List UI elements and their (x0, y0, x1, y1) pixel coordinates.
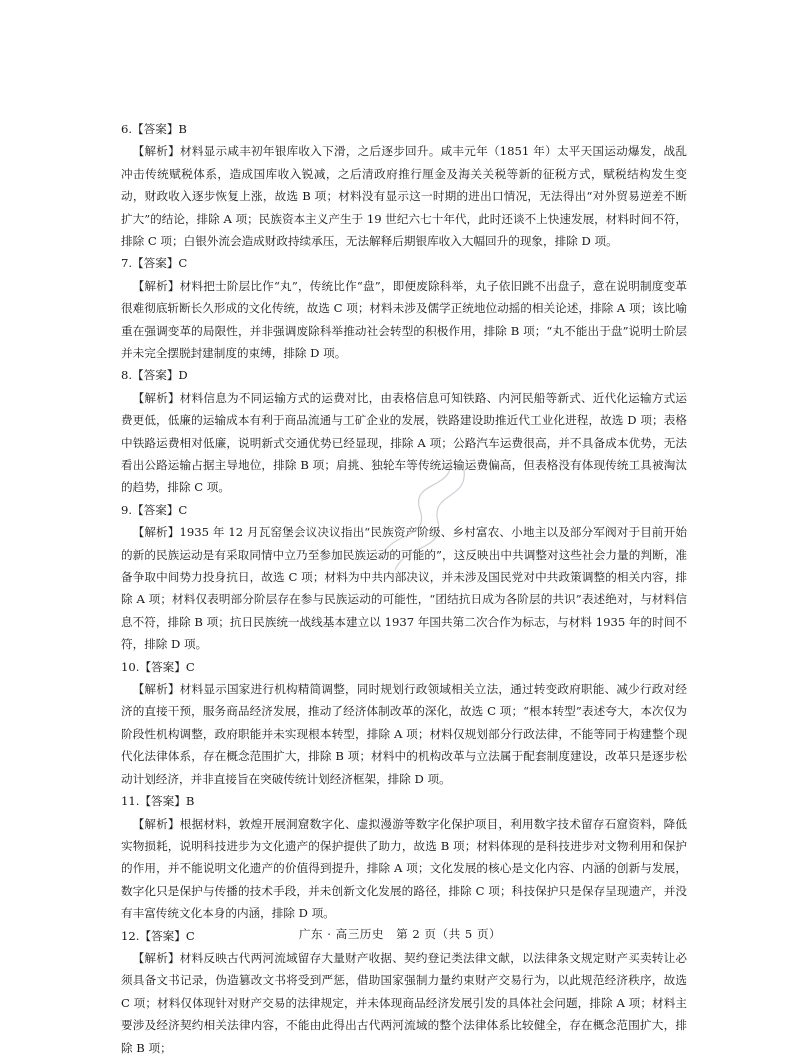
answer-line: 10.【答案】C (121, 659, 195, 674)
analysis-paragraph: 【解析】1935 年 12 月瓦窑堡会议决议指出“民族资产阶级、乡村富农、小地主以及部分军阀对于目前开始的新的民族运动是有采取同情中立乃至参加民族运动的可能的”，这反映出中共调整对这些社会力量的判断，准备争取中间势力投身抗日，故选 C 项；材料为中共内部决议，并未涉及国民党对中共政策调整的相关内容，排除 A 项；材料仅表明部分阶层存在参与民族运动的可能性，“团结抗日成为各阶层的共识”表述绝对，与材料信息不符，排除 B 项；抗日民族统一战线基本建立以 1937 年国共第二次合作为标志，与材料 1935 年的时间不符，排除 D 项。 (121, 525, 687, 652)
analysis-paragraph: 【解析】材料显示国家进行机构精简调整，同时规划行政领域相关立法，通过转变政府职能、减少行政对经济的直接干预，服务商品经济发展，推动了经济体制改革的深化，故选 C 项；“根本转型”表述夸大，本次仅为阶段性机构调整，政府职能并未实现根本转型，排除 A 项；材料仅规划部分行政法律，不能等同于构建整个现代化法律体系，存在概念范围扩大，排除 B 项；材料中的机构改革与立法属于配套制度建设，改革只是逐步松动计划经济，并非直接旨在突破传统计划经济框架，排除 D 项。 (121, 682, 687, 786)
analysis-paragraph: 【解析】材料反映古代两河流域留存大量财产收据、契约登记类法律文献，以法律条文规定财产买卖转让必须具备文书记录，伪造篡改文书将受到严惩，借助国家强制力量约束财产交易行为，以此规范经济秩序，故选 C 项；材料仅体现针对财产交易的法律规定，并未体现商品经济发展引发的具体社会问题，排除 A 项；材料主要涉及经济契约相关法律内容，不能由此得出古代两河流域的整个法律体系比较健全，存在概念范围扩大，排除 B 项； (121, 950, 687, 1055)
answer-line: 6.【答案】B (121, 122, 187, 136)
question-8 (121, 364, 687, 498)
question-9 (121, 499, 687, 656)
answer-line: 9.【答案】C (121, 502, 188, 517)
answer-analysis-list (121, 118, 687, 1059)
answer-line: 8.【答案】D (121, 368, 188, 383)
question-7 (121, 252, 687, 364)
answer-line: 11.【答案】B (121, 794, 195, 809)
answer-line: 12.【答案】C (121, 928, 195, 943)
question-11 (121, 790, 687, 924)
question-10 (121, 656, 687, 790)
analysis-paragraph: 【解析】材料显示咸丰初年银库收入下滑，之后逐步回升。咸丰元年（1851 年）太平天国运动爆发，战乱冲击传统赋税体系，造成国库收入锐减，之后清政府推行厘金及海关关税等新的征税方式，赋税结构发生变动，财政收入逐步恢复上涨，故选 B 项；材料没有显示这一时期的进出口情况，无法得出“对外贸易逆差不断扩大”的结论，排除 A 项；民族资本主义产生于 19 世纪六七十年代，此时还谈不上快速发展，材料时间不符，排除 C 项；白银外流会造成财政持续承压，无法解释后期银库收入大幅回升的现象，排除 D 项。 (121, 144, 687, 249)
analysis-paragraph: 【解析】材料把士阶层比作“丸”，传统比作“盘”，即便废除科举，丸子依旧跳不出盘子，意在说明制度变革很难彻底斩断长久形成的文化传统，故选 C 项；材料未涉及儒学正统地位动摇的相关论述，排除 A 项；该比喻重在强调变革的局限性，并非强调废除科举推动社会转型的积极作用，排除 B 项；“丸不能出于盘”说明士阶层并未完全摆脱封建制度的束缚，排除 D 项。 (121, 278, 687, 361)
analysis-paragraph: 【解析】材料信息为不同运输方式的运费对比，由表格信息可知铁路、内河民船等新式、近代化运输方式运费更低，低廉的运输成本有利于商品流通与工矿企业的发展，铁路建设助推近代工业化进程，故选 D 项；表格中铁路运费相对低廉，说明新式交通优势已经显现，排除 A 项；公路汽车运费很高，并不具备成本优势，无法看出公路运输占据主导地位，排除 B 项；肩挑、独轮车等传统运输运费偏高，但表格没有体现传统工具被淘汰的趋势，排除 C 项。 (121, 390, 687, 495)
page-footer: 广东 · 高三历史 第 2 页（共 5 页） (298, 927, 502, 941)
question-12 (121, 925, 687, 1059)
analysis-paragraph: 【解析】根据材料，敦煌开展洞窟数字化、虚拟漫游等数字化保护项目，利用数字技术留存石窟资料，降低实物损耗，说明科技进步为文化遗产的保护提供了助力，故选 B 项；材料体现的是科技进步对文物利用和保护的作用，并不能说明文化遗产的价值得到提升，排除 A 项；文化发展的核心是文化内容、内涵的创新与发展，数字化只是保护与传播的技术手段，并未创新文化发展的路径，排除 C 项；科技保护只是保存呈现遗产，并没有丰富传统文化本身的内涵，排除 D 项。 (121, 816, 687, 921)
question-6 (121, 118, 687, 252)
answer-line: 7.【答案】C (121, 256, 188, 271)
